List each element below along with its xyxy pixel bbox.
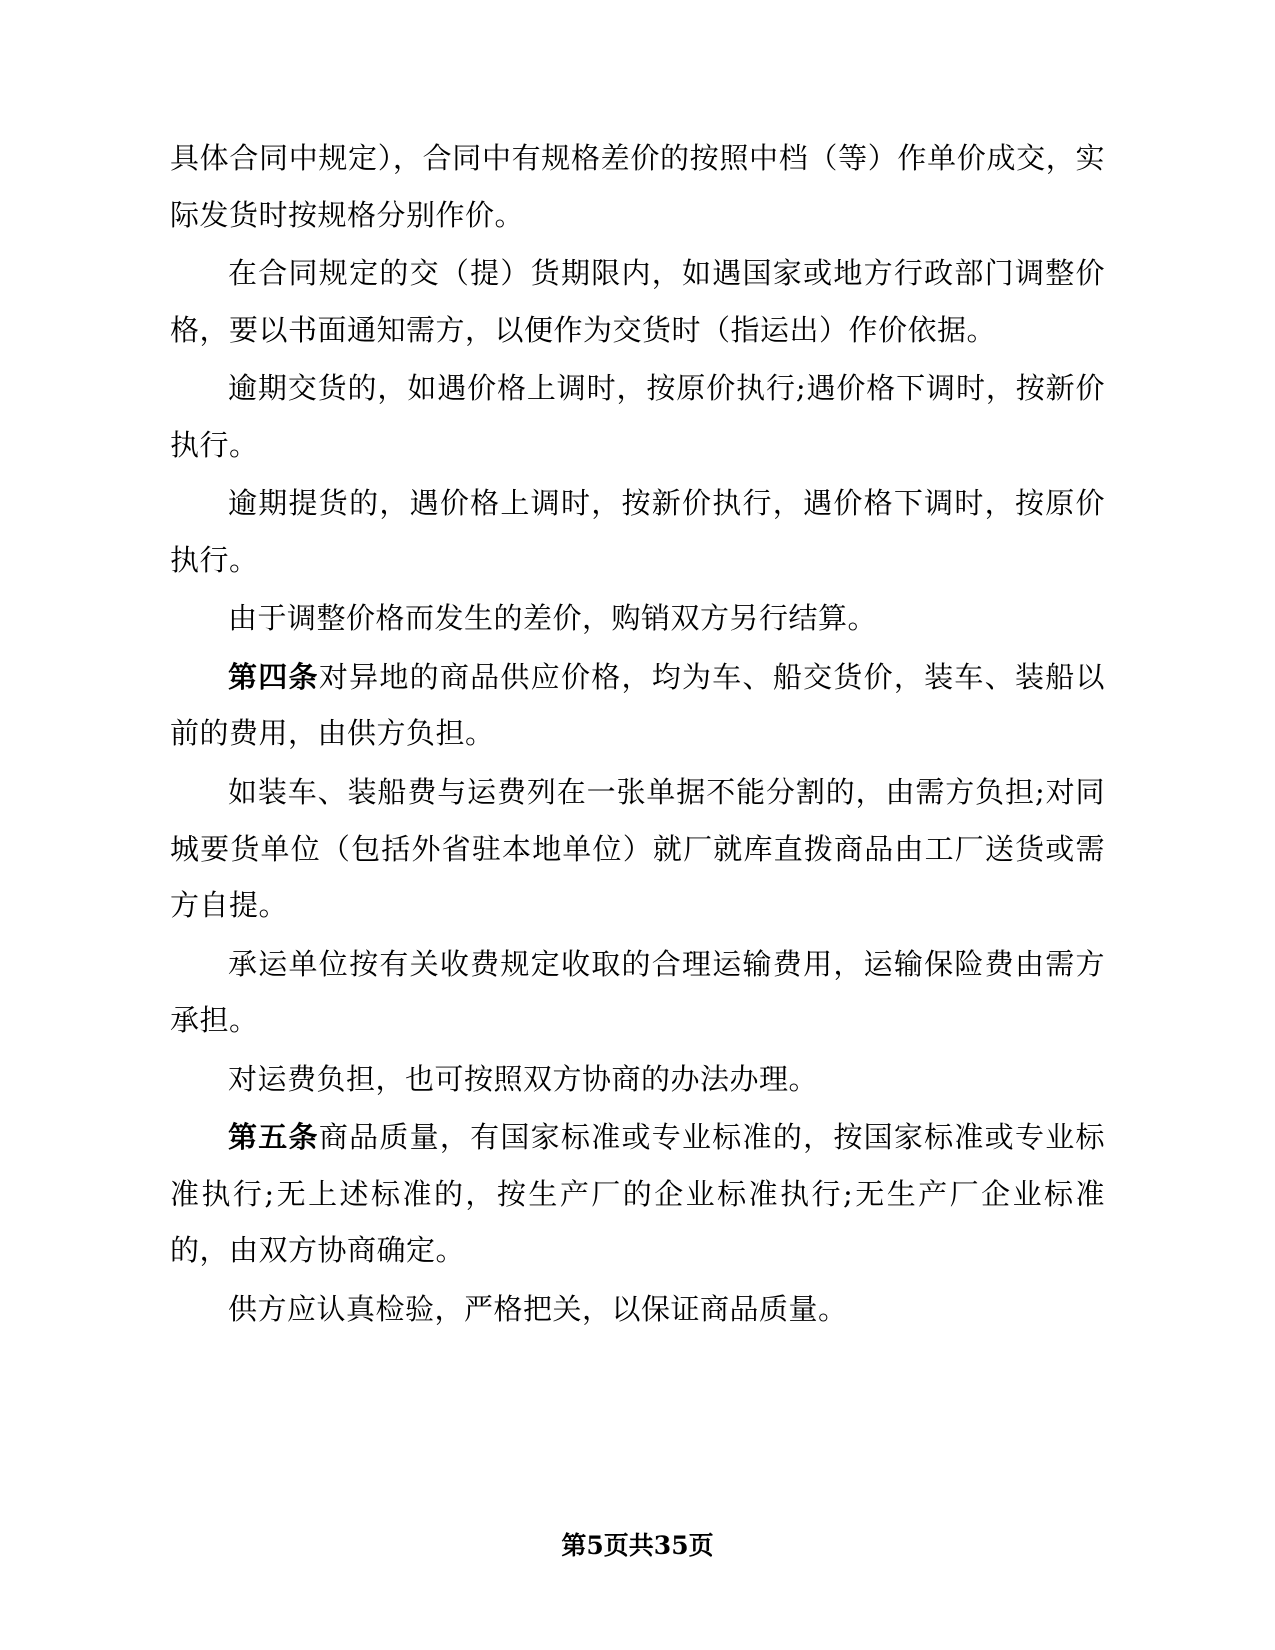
- paragraph-text: 商品质量，有国家标准或专业标准的，按国家标准或专业标准执行;无上述标准的，按生产厂的企业标准执行;无生产厂企业标准的，由双方协商确定。: [170, 1120, 1105, 1268]
- page-footer: 第5页共35页: [561, 1531, 714, 1560]
- paragraph-text: 在合同规定的交（提）货期限内，如遇国家或地方行政部门调整价格，要以书面通知需方，以便作为交货时（指运出）作价依据。: [170, 256, 1105, 347]
- paragraph: [170, 764, 1105, 934]
- paragraph-text: 如装车、装船费与运费列在一张单据不能分割的，由需方负担;对同城要货单位（包括外省驻本地单位）就厂就库直拨商品由工厂送货或需方自提。: [170, 775, 1105, 923]
- paragraph: [170, 1051, 1105, 1108]
- paragraph: [170, 1281, 1105, 1338]
- paragraph: [170, 475, 1105, 588]
- paragraph-clause-five: [170, 1109, 1105, 1279]
- paragraph: [170, 360, 1105, 473]
- paragraph-text: 对异地的商品供应价格，均为车、船交货价，装车、装船以前的费用，由供方负担。: [170, 659, 1105, 751]
- paragraph-text: 供方应认真检验，严格把关，以保证商品质量。: [228, 1291, 848, 1326]
- paragraph-clause-four: [170, 649, 1105, 762]
- paragraph: [170, 130, 1105, 243]
- paragraph-text: 由于调整价格而发生的差价，购销双方另行结算。: [228, 601, 878, 636]
- document-body: [170, 130, 1105, 1337]
- paragraph-text: 具体合同中规定），合同中有规格差价的按照中档（等）作单价成交，实际发货时按规格分别作价。: [170, 141, 1105, 232]
- paragraph: [170, 590, 1105, 647]
- paragraph: [170, 245, 1105, 358]
- paragraph-text: 逾期提货的，遇价格上调时，按新价执行，遇价格下调时，按原价执行。: [170, 486, 1105, 577]
- clause-label: 第四条: [228, 659, 319, 694]
- clause-label: 第五条: [228, 1120, 319, 1155]
- paragraph-text: 对运费负担，也可按照双方协商的办法办理。: [228, 1061, 819, 1096]
- paragraph-text: 逾期交货的，如遇价格上调时，按原价执行;遇价格下调时，按新价执行。: [170, 371, 1105, 462]
- paragraph: [170, 936, 1105, 1049]
- paragraph-text: 承运单位按有关收费规定收取的合理运输费用，运输保险费由需方承担。: [170, 946, 1105, 1038]
